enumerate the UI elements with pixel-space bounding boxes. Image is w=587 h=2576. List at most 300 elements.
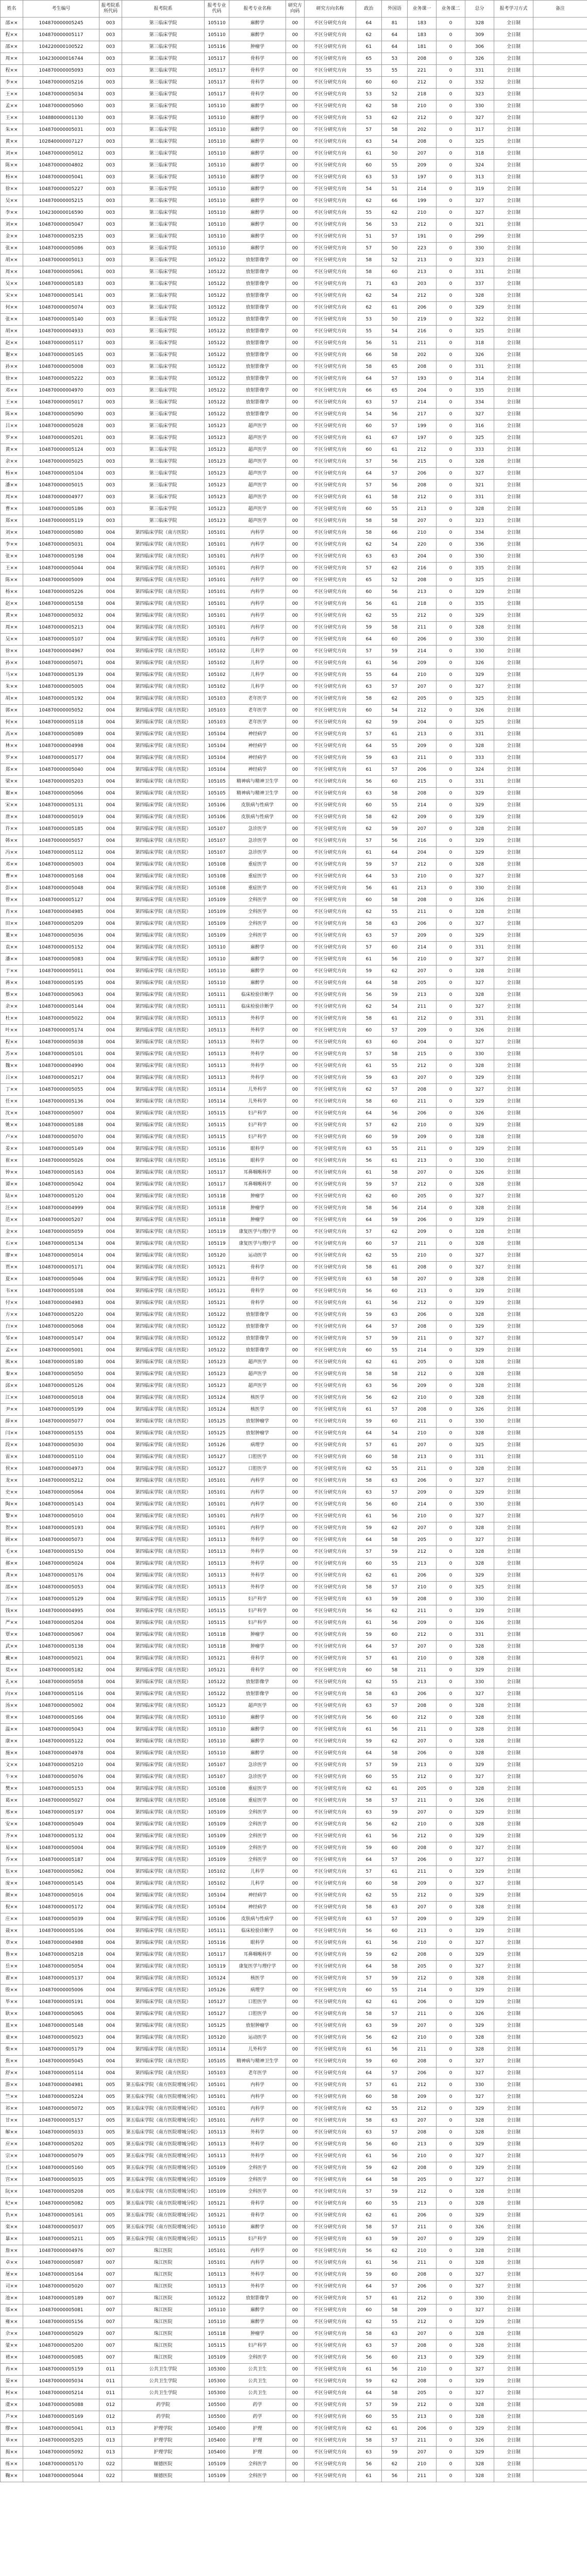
cell-subject-one: 212 <box>408 492 437 503</box>
cell-name: 夏×× <box>1 1274 23 1285</box>
cell-major-code: 105110 <box>205 207 229 219</box>
cell-subject-one: 208 <box>408 1949 437 1961</box>
cell-subject-two: 0 <box>437 1807 465 1819</box>
cell-direction: 不区分研究方向 <box>305 800 356 811</box>
cell-school-code: 003 <box>99 183 122 195</box>
cell-study-mode: 全日制 <box>494 847 533 859</box>
cell-school: 第四临床学院（南方医院） <box>122 728 205 740</box>
cell-name: 郝×× <box>1 1558 23 1570</box>
cell-foreign-language: 62 <box>382 811 408 823</box>
cell-subject-one: 214 <box>408 1202 437 1214</box>
cell-total: 329 <box>465 1321 494 1333</box>
cell-politics: 61 <box>356 847 382 859</box>
cell-total: 330 <box>465 1594 494 1605</box>
cell-foreign-language: 60 <box>382 1416 408 1428</box>
cell-major-code: 105126 <box>205 1439 229 1451</box>
cell-foreign-language: 62 <box>382 2162 408 2174</box>
cell-subject-two: 0 <box>437 1866 465 1878</box>
cell-study-mode: 全日制 <box>494 1617 533 1629</box>
cell-politics: 62 <box>356 1676 382 1688</box>
cell-total: 327 <box>465 871 494 883</box>
cell-subject-two: 0 <box>437 1060 465 1072</box>
cell-exam-id: 104870000005073 <box>23 1534 99 1546</box>
cell-name: 许×× <box>1 823 23 835</box>
cell-direction-code: 00 <box>286 89 305 100</box>
cell-foreign-language: 58 <box>382 1451 408 1463</box>
cell-total: 328 <box>465 1641 494 1653</box>
cell-name: 钱×× <box>1 1605 23 1617</box>
cell-direction: 不区分研究方向 <box>305 1451 356 1463</box>
cell-direction-code: 00 <box>286 1973 305 1985</box>
cell-study-mode: 全日制 <box>494 634 533 646</box>
cell-name: 陈×× <box>1 409 23 420</box>
cell-direction: 不区分研究方向 <box>305 1712 356 1724</box>
cell-foreign-language: 57 <box>382 2067 408 2079</box>
table-row <box>1 657 587 669</box>
table-row <box>1 2079 587 2091</box>
cell-foreign-language: 61 <box>382 302 408 314</box>
cell-foreign-language: 58 <box>382 1274 408 1285</box>
cell-foreign-language: 58 <box>382 100 408 112</box>
cell-foreign-language: 56 <box>382 835 408 847</box>
cell-name: 汪×× <box>1 1202 23 1214</box>
cell-direction: 不区分研究方向 <box>305 1890 356 1902</box>
cell-foreign-language: 59 <box>382 2399 408 2411</box>
cell-study-mode: 全日制 <box>494 1653 533 1665</box>
cell-total: 327 <box>465 1854 494 1866</box>
cell-major: 放射影像学 <box>229 2293 286 2304</box>
cell-major: 药学 <box>229 2411 286 2423</box>
cell-remark <box>533 2091 587 2103</box>
cell-politics: 63 <box>356 1807 382 1819</box>
table-row <box>1 2447 587 2459</box>
cell-study-mode: 全日制 <box>494 444 533 456</box>
cell-foreign-language: 55 <box>382 1345 408 1357</box>
cell-major: 超声医学 <box>229 480 286 492</box>
cell-school-code: 003 <box>99 255 122 266</box>
cell-exam-id: 104870000005122 <box>23 1736 99 1748</box>
cell-subject-one: 213 <box>408 1558 437 1570</box>
cell-direction-code: 00 <box>286 1108 305 1120</box>
cell-foreign-language: 55 <box>382 2316 408 2328</box>
cell-major-code: 105500 <box>205 2399 229 2411</box>
cell-subject-two: 0 <box>437 432 465 444</box>
cell-subject-one: 214 <box>408 1985 437 1996</box>
cell-politics: 59 <box>356 1949 382 1961</box>
cell-subject-one: 210 <box>408 2150 437 2162</box>
table-row <box>1 1297 587 1309</box>
cell-remark <box>533 1238 587 1250</box>
cell-exam-id: 104870000005044 <box>23 563 99 574</box>
cell-name: 徐×× <box>1 373 23 385</box>
cell-study-mode: 全日制 <box>494 1973 533 1985</box>
cell-major: 儿外科学 <box>229 1084 286 1096</box>
cell-politics: 57 <box>356 942 382 954</box>
cell-school: 第四临床学院（南方医院） <box>122 1736 205 1748</box>
cell-school: 第三临床学院 <box>122 397 205 409</box>
cell-subject-one: 205 <box>408 1357 437 1368</box>
cell-direction-code: 00 <box>286 1641 305 1653</box>
cell-study-mode: 全日制 <box>494 1463 533 1475</box>
cell-direction-code: 00 <box>286 906 305 918</box>
cell-direction: 不区分研究方向 <box>305 646 356 657</box>
cell-remark <box>533 1108 587 1120</box>
cell-subject-two: 0 <box>437 2103 465 2115</box>
table-row <box>1 1120 587 1131</box>
cell-major-code: 105110 <box>205 2304 229 2316</box>
cell-major-code: 105103 <box>205 2067 229 2079</box>
cell-politics: 58 <box>356 266 382 278</box>
cell-name: 吕×× <box>1 420 23 432</box>
cell-name: 罗×× <box>1 432 23 444</box>
cell-school: 第三临床学院 <box>122 278 205 290</box>
cell-school-code: 004 <box>99 1096 122 1108</box>
cell-study-mode: 全日制 <box>494 1404 533 1416</box>
cell-school-code: 004 <box>99 705 122 717</box>
cell-major: 重症医学 <box>229 1795 286 1807</box>
cell-school-code: 004 <box>99 1368 122 1380</box>
cell-study-mode: 全日制 <box>494 942 533 954</box>
cell-total: 327 <box>465 2174 494 2186</box>
cell-name: 胡×× <box>1 693 23 705</box>
cell-foreign-language: 59 <box>382 717 408 728</box>
cell-exam-id: 104870000005080 <box>23 527 99 539</box>
cell-politics: 56 <box>356 219 382 231</box>
cell-name: 蓝×× <box>1 2020 23 2032</box>
cell-school: 第三临床学院 <box>122 100 205 112</box>
cell-exam-id: 104870000005054 <box>23 1961 99 1973</box>
cell-study-mode: 全日制 <box>494 1048 533 1060</box>
cell-remark <box>533 1274 587 1285</box>
cell-foreign-language: 57 <box>382 1404 408 1416</box>
cell-major: 外科学 <box>229 1060 286 1072</box>
cell-remark <box>533 1795 587 1807</box>
cell-foreign-language: 65 <box>382 361 408 373</box>
cell-major-code: 105109 <box>205 906 229 918</box>
cell-school-code: 004 <box>99 634 122 646</box>
cell-remark <box>533 1842 587 1854</box>
table-row <box>1 598 587 610</box>
cell-direction-code: 00 <box>286 1570 305 1582</box>
cell-subject-one: 202 <box>408 349 437 361</box>
cell-name: 陶×× <box>1 1499 23 1511</box>
cell-major-code: 105113 <box>205 2139 229 2150</box>
cell-major: 全科医学 <box>229 894 286 906</box>
table-row <box>1 148 587 160</box>
cell-subject-two: 0 <box>437 243 465 255</box>
cell-direction: 不区分研究方向 <box>305 1463 356 1475</box>
cell-major-code: 105122 <box>205 290 229 302</box>
cell-subject-one: 199 <box>408 420 437 432</box>
cell-subject-two: 0 <box>437 2470 465 2482</box>
cell-direction-code: 00 <box>286 1949 305 1961</box>
cell-subject-two: 0 <box>437 1037 465 1048</box>
cell-subject-one: 210 <box>408 1511 437 1522</box>
table-row <box>1 669 587 681</box>
cell-remark <box>533 2103 587 2115</box>
cell-politics: 55 <box>356 326 382 337</box>
cell-school: 第四临床学院（南方医院） <box>122 1890 205 1902</box>
cell-total: 329 <box>465 1120 494 1131</box>
cell-school-code: 004 <box>99 1653 122 1665</box>
cell-exam-id: 104870000005191 <box>23 1996 99 2008</box>
cell-total: 331 <box>465 1013 494 1025</box>
cell-total: 328 <box>465 1700 494 1712</box>
cell-politics: 56 <box>356 2245 382 2257</box>
cell-subject-two: 0 <box>437 788 465 800</box>
cell-exam-id: 104870000005204 <box>23 1617 99 1629</box>
cell-foreign-language: 56 <box>382 2257 408 2269</box>
cell-total: 326 <box>465 2435 494 2447</box>
cell-name: 吴×× <box>1 195 23 207</box>
cell-subject-two: 0 <box>437 2162 465 2174</box>
cell-subject-one: 211 <box>408 2222 437 2233</box>
cell-politics: 63 <box>356 136 382 148</box>
cell-major: 麻醉学 <box>229 136 286 148</box>
cell-major-code: 105122 <box>205 266 229 278</box>
cell-school-code: 004 <box>99 622 122 634</box>
cell-study-mode: 全日制 <box>494 1416 533 1428</box>
cell-study-mode: 全日制 <box>494 1511 533 1522</box>
table-row <box>1 444 587 456</box>
cell-politics: 57 <box>356 728 382 740</box>
cell-school: 第四临床学院（南方医院） <box>122 1380 205 1392</box>
cell-remark <box>533 669 587 681</box>
cell-study-mode: 全日制 <box>494 764 533 776</box>
cell-politics: 62 <box>356 906 382 918</box>
cell-direction: 不区分研究方向 <box>305 2411 356 2423</box>
cell-remark <box>533 906 587 918</box>
cell-foreign-language: 55 <box>382 2103 408 2115</box>
cell-direction-code: 00 <box>286 954 305 965</box>
cell-direction: 不区分研究方向 <box>305 2470 356 2482</box>
cell-politics: 57 <box>356 2079 382 2091</box>
cell-subject-two: 0 <box>437 302 465 314</box>
cell-direction-code: 00 <box>286 894 305 906</box>
table-row <box>1 18 587 29</box>
cell-major: 骨科学 <box>229 1297 286 1309</box>
table-row <box>1 2352 587 2364</box>
cell-school: 药学院 <box>122 2411 205 2423</box>
cell-remark <box>533 136 587 148</box>
cell-foreign-language: 57 <box>382 373 408 385</box>
cell-name: 李×× <box>1 207 23 219</box>
cell-study-mode: 全日制 <box>494 231 533 243</box>
cell-direction: 不区分研究方向 <box>305 1191 356 1202</box>
cell-school: 第四临床学院（南方医院） <box>122 634 205 646</box>
table-row <box>1 2103 587 2115</box>
cell-politics: 58 <box>356 918 382 930</box>
cell-name: 莫×× <box>1 1665 23 1676</box>
cell-direction: 不区分研究方向 <box>305 373 356 385</box>
cell-subject-one: 209 <box>408 1878 437 1890</box>
cell-direction-code: 00 <box>286 1226 305 1238</box>
cell-name: 向×× <box>1 1688 23 1700</box>
cell-subject-one: 212 <box>408 2399 437 2411</box>
cell-direction: 不区分研究方向 <box>305 2079 356 2091</box>
cell-study-mode: 全日制 <box>494 1748 533 1759</box>
cell-study-mode: 全日制 <box>494 1902 533 1913</box>
cell-remark <box>533 2245 587 2257</box>
cell-study-mode: 全日制 <box>494 1985 533 1996</box>
cell-name: 王×× <box>1 397 23 409</box>
cell-exam-id: 104870000005049 <box>23 1819 99 1831</box>
cell-foreign-language: 58 <box>382 1368 408 1380</box>
cell-school-code: 004 <box>99 906 122 918</box>
table-row <box>1 1025 587 1037</box>
cell-direction-code: 00 <box>286 930 305 942</box>
cell-school: 第四临床学院（南方医院） <box>122 1191 205 1202</box>
cell-school: 第四临床学院（南方医院） <box>122 1048 205 1060</box>
cell-study-mode: 全日制 <box>494 1345 533 1357</box>
cell-exam-id: 104870000005018 <box>23 1392 99 1404</box>
cell-direction-code: 00 <box>286 1700 305 1712</box>
cell-name: 田×× <box>1 918 23 930</box>
cell-major-code: 105105 <box>205 788 229 800</box>
cell-total: 328 <box>465 1274 494 1285</box>
cell-study-mode: 全日制 <box>494 1143 533 1155</box>
cell-study-mode: 全日制 <box>494 515 533 527</box>
cell-subject-two: 0 <box>437 598 465 610</box>
cell-direction-code: 00 <box>286 811 305 823</box>
cell-foreign-language: 59 <box>382 2020 408 2032</box>
cell-study-mode: 全日制 <box>494 622 533 634</box>
cell-direction: 不区分研究方向 <box>305 219 356 231</box>
cell-subject-one: 210 <box>408 2459 437 2470</box>
cell-study-mode: 全日制 <box>494 373 533 385</box>
cell-school-code: 004 <box>99 1961 122 1973</box>
cell-study-mode: 全日制 <box>494 53 533 65</box>
cell-school-code: 004 <box>99 1025 122 1037</box>
cell-remark <box>533 1913 587 1925</box>
cell-direction-code: 00 <box>286 2245 305 2257</box>
cell-major-code: 105110 <box>205 231 229 243</box>
cell-politics: 60 <box>356 2091 382 2103</box>
cell-major: 内科学 <box>229 2103 286 2115</box>
cell-study-mode: 全日制 <box>494 2269 533 2281</box>
cell-subject-two: 0 <box>437 1084 465 1096</box>
cell-remark <box>533 1357 587 1368</box>
cell-foreign-language: 62 <box>382 693 408 705</box>
cell-exam-id: 104870000004933 <box>23 326 99 337</box>
cell-subject-two: 0 <box>437 1949 465 1961</box>
cell-politics: 58 <box>356 2222 382 2233</box>
cell-major: 外科学 <box>229 1582 286 1594</box>
cell-name: 陈×× <box>1 160 23 172</box>
table-row <box>1 1428 587 1439</box>
table-row <box>1 2435 587 2447</box>
cell-school: 第三临床学院 <box>122 349 205 361</box>
cell-foreign-language: 58 <box>382 1665 408 1676</box>
cell-politics: 56 <box>356 776 382 788</box>
cell-politics: 59 <box>356 1416 382 1428</box>
cell-major-code: 105122 <box>205 337 229 349</box>
cell-remark <box>533 2233 587 2245</box>
cell-subject-two: 0 <box>437 77 465 89</box>
cell-study-mode: 全日制 <box>494 1594 533 1605</box>
cell-exam-id: 104870000005114 <box>23 2067 99 2079</box>
cell-direction: 不区分研究方向 <box>305 1475 356 1487</box>
cell-major: 急诊医学 <box>229 835 286 847</box>
cell-remark <box>533 728 587 740</box>
cell-total: 327 <box>465 1333 494 1345</box>
cell-total: 327 <box>465 112 494 124</box>
table-row <box>1 1451 587 1463</box>
cell-name: 韩×× <box>1 835 23 847</box>
table-row <box>1 2020 587 2032</box>
cell-school: 第五临床学院（南方医院增城分院） <box>122 2210 205 2222</box>
cell-subject-one: 202 <box>408 124 437 136</box>
cell-foreign-language: 57 <box>382 764 408 776</box>
cell-remark <box>533 586 587 598</box>
cell-subject-two: 0 <box>437 1925 465 1937</box>
cell-name: 武×× <box>1 1641 23 1653</box>
cell-exam-id: 104870000005070 <box>23 1131 99 1143</box>
cell-major: 肿瘤学 <box>229 1641 286 1653</box>
cell-foreign-language: 63 <box>382 1688 408 1700</box>
cell-direction-code: 00 <box>286 800 305 811</box>
cell-total: 329 <box>465 1890 494 1902</box>
cell-subject-one: 215 <box>408 1048 437 1060</box>
cell-name: 方×× <box>1 1309 23 1321</box>
cell-direction-code: 00 <box>286 112 305 124</box>
cell-name: 杨×× <box>1 468 23 480</box>
table-row <box>1 811 587 823</box>
cell-subject-one: 207 <box>408 1736 437 1748</box>
cell-total: 325 <box>465 717 494 728</box>
cell-major-code: 105400 <box>205 2447 229 2459</box>
cell-politics: 64 <box>356 634 382 646</box>
cell-subject-one: 205 <box>408 1534 437 1546</box>
cell-total: 329 <box>465 2352 494 2364</box>
cell-name: 熊×× <box>1 1357 23 1368</box>
cell-direction: 不区分研究方向 <box>305 1309 356 1321</box>
cell-remark <box>533 1594 587 1605</box>
cell-subject-two: 0 <box>437 2387 465 2399</box>
cell-subject-one: 210 <box>408 527 437 539</box>
table-row <box>1 2423 587 2435</box>
cell-school: 第四临床学院（南方医院） <box>122 681 205 693</box>
table-row <box>1 1250 587 1262</box>
cell-name: 柯×× <box>1 2387 23 2399</box>
cell-name: 姚×× <box>1 1120 23 1131</box>
cell-exam-id: 104870000005158 <box>23 598 99 610</box>
cell-total: 328 <box>465 2245 494 2257</box>
cell-remark <box>533 337 587 349</box>
cell-subject-two: 0 <box>437 1985 465 1996</box>
cell-total: 328 <box>465 1368 494 1380</box>
cell-school: 第四临床学院（南方医院） <box>122 1250 205 1262</box>
cell-direction-code: 00 <box>286 480 305 492</box>
cell-direction-code: 00 <box>286 1475 305 1487</box>
cell-direction: 不区分研究方向 <box>305 1996 356 2008</box>
cell-major: 麻醉学 <box>229 2304 286 2316</box>
table-row <box>1 728 587 740</box>
cell-major: 老年医学 <box>229 693 286 705</box>
cell-exam-id: 104870000005163 <box>23 1167 99 1179</box>
cell-school: 第四临床学院（南方医院） <box>122 859 205 871</box>
table-row <box>1 409 587 420</box>
cell-major-code: 105114 <box>205 1096 229 1108</box>
cell-subject-one: 213 <box>408 1676 437 1688</box>
cell-foreign-language: 62 <box>382 1949 408 1961</box>
cell-major-code: 105110 <box>205 112 229 124</box>
cell-study-mode: 全日制 <box>494 1368 533 1380</box>
cell-total: 329 <box>465 1913 494 1925</box>
cell-name: 程×× <box>1 29 23 41</box>
cell-direction-code: 00 <box>286 1890 305 1902</box>
cell-subject-one: 210 <box>408 1250 437 1262</box>
